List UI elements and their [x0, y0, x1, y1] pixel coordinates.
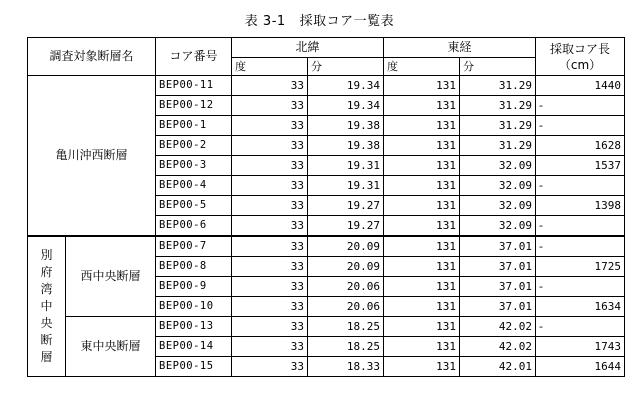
lon-deg: 131 — [384, 156, 460, 176]
lon-deg: 131 — [384, 176, 460, 196]
core-id: BEP00-10 — [156, 297, 232, 317]
lat-deg: 33 — [232, 196, 308, 216]
lat-min: 19.27 — [308, 196, 384, 216]
header-row-1 — [28, 38, 625, 58]
lat-min: 20.09 — [308, 236, 384, 257]
core-id: BEP00-13 — [156, 317, 232, 337]
fault-name-beppu — [28, 236, 66, 377]
core-length: 1634 — [536, 297, 625, 317]
core-length: - — [536, 116, 625, 136]
lon-min: 32.09 — [460, 176, 536, 196]
lon-min: 31.29 — [460, 76, 536, 96]
lon-min: 37.01 — [460, 277, 536, 297]
table-row — [28, 317, 625, 337]
core-id: BEP00-1 — [156, 116, 232, 136]
fault-name-beppu-char: 府 — [40, 265, 53, 279]
table-row — [28, 236, 625, 257]
core-length: 1725 — [536, 257, 625, 277]
lat-min: 18.25 — [308, 317, 384, 337]
lat-deg: 33 — [232, 96, 308, 116]
core-length: - — [536, 176, 625, 196]
core-id: BEP00-15 — [156, 357, 232, 377]
table-caption — [0, 10, 639, 29]
core-id: BEP00-8 — [156, 257, 232, 277]
fault-name-beppu-char: 別 — [40, 248, 53, 262]
fault-name-beppu-char: 層 — [40, 350, 53, 364]
fault-name-nishi: 西中央断層 — [66, 236, 156, 317]
fault-name-beppu-char: 湾 — [40, 282, 53, 296]
core-length: 1628 — [536, 136, 625, 156]
lon-min: 32.09 — [460, 156, 536, 176]
lon-min: 42.02 — [460, 337, 536, 357]
lat-min: 19.31 — [308, 156, 384, 176]
core-length: - — [536, 277, 625, 297]
header-fault: 調査対象断層名 — [28, 38, 156, 76]
lat-deg: 33 — [232, 297, 308, 317]
core-length: 1537 — [536, 156, 625, 176]
lat-deg: 33 — [232, 337, 308, 357]
lat-deg: 33 — [232, 317, 308, 337]
lat-deg: 33 — [232, 257, 308, 277]
lon-min: 32.09 — [460, 216, 536, 237]
lon-deg: 131 — [384, 277, 460, 297]
lat-deg: 33 — [232, 76, 308, 96]
fault-name-kamegawa: 亀川沖西断層 — [28, 76, 156, 237]
lon-deg: 131 — [384, 317, 460, 337]
lon-deg: 131 — [384, 257, 460, 277]
lon-deg: 131 — [384, 196, 460, 216]
core-id: BEP00-4 — [156, 176, 232, 196]
fault-name-beppu-char: 央 — [40, 316, 53, 330]
lon-min: 37.01 — [460, 257, 536, 277]
lon-deg: 131 — [384, 337, 460, 357]
core-id: BEP00-2 — [156, 136, 232, 156]
lat-min: 19.38 — [308, 116, 384, 136]
lon-min: 42.01 — [460, 357, 536, 377]
header-lat: 北緯 — [232, 38, 384, 58]
lon-min: 32.09 — [460, 196, 536, 216]
core-id: BEP00-14 — [156, 337, 232, 357]
core-id: BEP00-7 — [156, 236, 232, 257]
lon-min: 42.02 — [460, 317, 536, 337]
core-length: - — [536, 317, 625, 337]
core-length: 1644 — [536, 357, 625, 377]
lon-deg: 131 — [384, 216, 460, 237]
lat-deg: 33 — [232, 136, 308, 156]
fault-name-higashi: 東中央断層 — [66, 317, 156, 377]
table-row — [28, 76, 625, 96]
lat-min: 19.34 — [308, 96, 384, 116]
core-id: BEP00-5 — [156, 196, 232, 216]
lon-min: 31.29 — [460, 116, 536, 136]
lat-deg: 33 — [232, 116, 308, 136]
caption-title: 採取コア一覧表 — [299, 14, 395, 29]
lat-min: 19.31 — [308, 176, 384, 196]
lon-deg: 131 — [384, 116, 460, 136]
fault-name-beppu-char: 中 — [40, 299, 53, 313]
core-length: - — [536, 236, 625, 257]
lat-deg: 33 — [232, 277, 308, 297]
lon-min: 31.29 — [460, 136, 536, 156]
lat-min: 20.06 — [308, 297, 384, 317]
core-id: BEP00-12 — [156, 96, 232, 116]
core-length: 1440 — [536, 76, 625, 96]
core-length: 1743 — [536, 337, 625, 357]
core-id: BEP00-9 — [156, 277, 232, 297]
core-id: BEP00-6 — [156, 216, 232, 237]
lon-min: 37.01 — [460, 297, 536, 317]
header-lat-deg: 度 — [232, 58, 308, 76]
lat-deg: 33 — [232, 156, 308, 176]
lat-min: 19.34 — [308, 76, 384, 96]
core-id: BEP00-11 — [156, 76, 232, 96]
lon-deg: 131 — [384, 236, 460, 257]
core-length: 1398 — [536, 196, 625, 216]
core-id: BEP00-3 — [156, 156, 232, 176]
core-length: - — [536, 96, 625, 116]
lat-deg: 33 — [232, 176, 308, 196]
lat-min: 18.25 — [308, 337, 384, 357]
fault-name-beppu-char: 断 — [40, 333, 53, 347]
lat-deg: 33 — [232, 236, 308, 257]
caption-number: 表 3-1 — [244, 14, 286, 29]
lon-min: 37.01 — [460, 236, 536, 257]
lat-deg: 33 — [232, 357, 308, 377]
header-length — [536, 38, 625, 76]
header-length-unit: （cm） — [558, 57, 602, 72]
core-list-table — [27, 37, 625, 377]
header-lat-min: 分 — [308, 58, 384, 76]
lon-deg: 131 — [384, 96, 460, 116]
header-length-label: 採取コア長 — [549, 41, 610, 56]
lat-min: 19.27 — [308, 216, 384, 237]
lat-min: 19.38 — [308, 136, 384, 156]
lat-min: 20.09 — [308, 257, 384, 277]
header-core: コア番号 — [156, 38, 232, 76]
lon-deg: 131 — [384, 76, 460, 96]
header-lon-deg: 度 — [384, 58, 460, 76]
lat-min: 20.06 — [308, 277, 384, 297]
lon-deg: 131 — [384, 297, 460, 317]
header-lon-min: 分 — [460, 58, 536, 76]
lat-min: 18.33 — [308, 357, 384, 377]
header-lon: 東経 — [384, 38, 536, 58]
lon-deg: 131 — [384, 357, 460, 377]
lon-min: 31.29 — [460, 96, 536, 116]
core-length: - — [536, 216, 625, 237]
lon-deg: 131 — [384, 136, 460, 156]
lat-deg: 33 — [232, 216, 308, 237]
